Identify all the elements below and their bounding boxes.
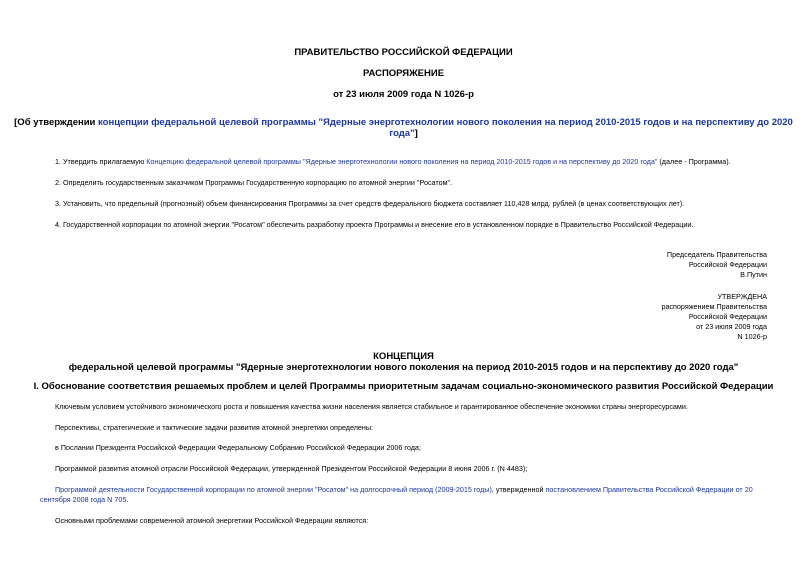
item-1-suffix: (далее - Программа). [657,157,731,166]
body-paragraph-5-end: . [126,495,129,504]
concept-link[interactable]: Концепцию федеральной целевой программы "Ядерные энерготехнологии нового поколения на период 2010-2015 годов и на перспективу до 2020 года" [146,157,658,166]
item-4: 4. Государственной корпорации по атомной энергии "Росатом" обеспечить разработку проекта Программы и внесение его в установленном порядке в Правительство Российской Федерации. [55,220,694,229]
resolution-link-part2[interactable]: сентября 2008 года N 705 [40,495,127,504]
approved-title: УТВЕРЖДЕНА [717,292,767,301]
signature-role: Председатель Правительства [666,250,767,259]
item-3: 3. Установить, что предельный (прогнозный) объем финансирования Программы за счет средств федерального бюджета составляет 110,428 млрд. рублей (в ценах соответствующих лет). [55,199,685,208]
body-paragraph-1: Ключевым условием устойчивого экономического роста и повышения качества жизни населения является стабильное и гарантированное обеспечение экономики страны энергоресурсами. [55,402,688,411]
signature-name: В.Путин [740,270,767,279]
resolution-link-part1[interactable]: постановлением Правительства Российской Федерации от 20 [545,485,753,494]
document-type: РАСПОРЯЖЕНИЕ [362,68,445,79]
item-2: 2. Определить государственным заказчиком Программы Государственную корпорацию по атомной энергии "Росатом". [55,178,453,187]
body-paragraph-5 [55,485,753,495]
approved-country: Российской Федерации [688,312,767,321]
subject-link-line1[interactable]: концепции федеральной целевой программы "Ядерные энерготехнологии нового поколения на период 2010-2015 годов и на перспективу до 2020 [98,117,793,128]
subject-close: ] [414,128,418,139]
section-1-heading: I. Обоснование соответствия решаемых проблем и целей Программы приоритетным задачам социально-экономического развития Российской Федерации [33,381,774,392]
body-paragraph-6: Основными проблемами современной атомной энергетики Российской Федерации являются: [55,516,369,525]
concept-title: КОНЦЕПЦИЯ [373,351,434,362]
subject-open: [Об утверждении [14,117,99,128]
approved-number: N 1026-р [737,332,767,341]
body-paragraph-4: Программой развития атомной отрасли Российской Федерации, утвержденной Президентом Российской Федерации 8 июня 2006 г. (N 4483); [55,464,528,473]
approved-date: от 23 июля 2009 года [696,322,767,331]
body-paragraph-5-line2 [40,495,128,505]
subject-link-line2[interactable]: года" [389,128,415,139]
signature-country: Российской Федерации [688,260,767,269]
item-1-prefix: 1. Утвердить прилагаемую [55,157,147,166]
body-paragraph-3: в Послании Президента Российской Федерации Федеральному Собранию Российской Федерации 2006 года; [55,443,421,452]
document-subject [0,117,807,128]
item-1 [55,157,731,167]
body-paragraph-5-mid: , утвержденной [491,485,546,494]
document-date-number: от 23 июля 2009 года N 1026-р [333,89,474,100]
approved-by: распоряжением Правительства [661,302,767,311]
rosatom-program-link[interactable]: Программой деятельности Государственной корпорации по атомной энергии "Росатом" на долгосрочный период (2009-2015 годы) [55,485,492,494]
government-title: ПРАВИТЕЛЬСТВО РОССИЙСКОЙ ФЕДЕРАЦИИ [294,47,513,58]
document-subject-line2 [0,128,807,139]
body-paragraph-2: Перспективы, стратегические и тактические задачи развития атомной энергетики определены: [55,423,374,432]
concept-subtitle: федеральной целевой программы "Ядерные энерготехнологии нового поколения на период 2010-2015 годов и на перспективу до 2020 года" [68,362,739,373]
